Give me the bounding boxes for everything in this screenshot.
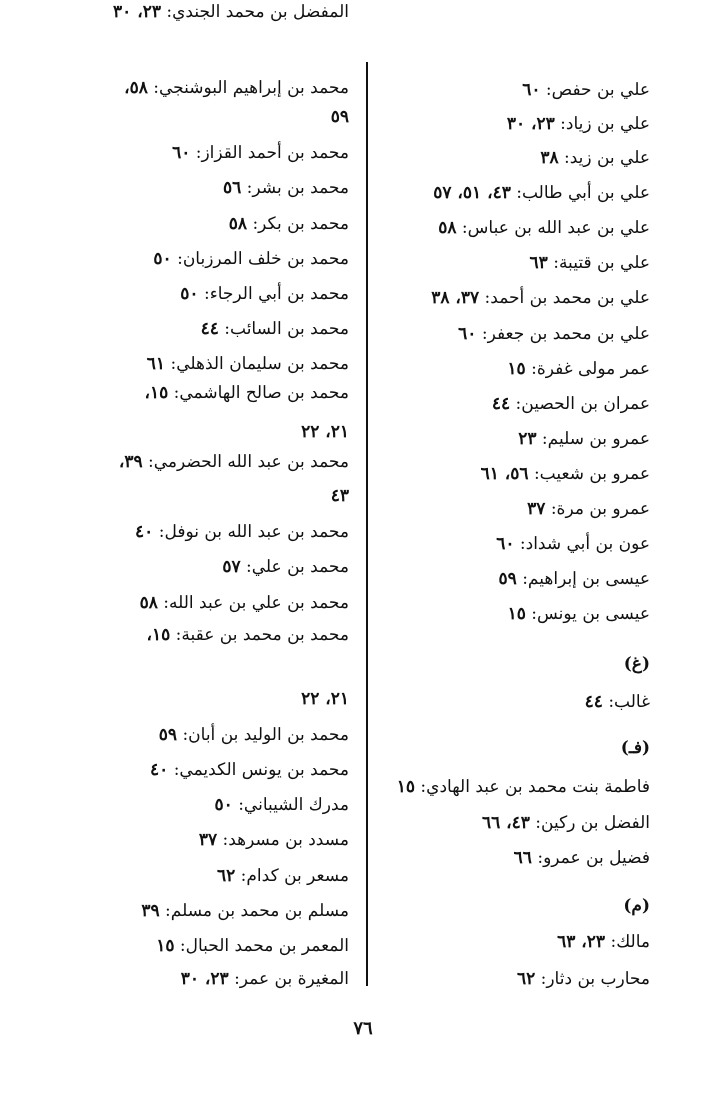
- entry-pages: ٥٨،: [124, 78, 148, 98]
- index-entry: [368, 567, 650, 591]
- entry-name: علي بن محمد بن جعفر:: [481, 324, 650, 344]
- entry-name: محمد بن إبراهيم البوشنجي:: [153, 78, 349, 98]
- entry-pages-continued: ٢١، ٢٢: [301, 422, 349, 442]
- entry-pages: ٥٩: [158, 725, 178, 745]
- entry-pages: ٢٣، ٣٠: [506, 114, 555, 134]
- entry-name: عمران بن الحصين:: [515, 394, 650, 414]
- index-entry: [53, 317, 349, 341]
- entry-name: علي بن زياد:: [560, 114, 650, 134]
- entry-name: محمد بن بكر:: [252, 214, 349, 234]
- page-number: ٧٦: [353, 1018, 373, 1039]
- index-entry: [53, 247, 349, 271]
- index-entry: [368, 181, 650, 205]
- index-entry: [368, 930, 650, 954]
- entry-pages: ٦١: [146, 354, 166, 374]
- entry-pages: ٤٤: [200, 319, 219, 339]
- index-entry: [53, 591, 349, 615]
- entry-pages: ١٥،: [146, 625, 171, 645]
- entry-pages-continued: ٢١، ٢٢: [301, 689, 349, 709]
- index-entry: [368, 357, 650, 381]
- index-entry: [368, 392, 650, 416]
- entry-pages: ٥٨: [438, 218, 457, 238]
- entry-name: محمد بن أبي الرجاء:: [203, 284, 349, 304]
- entry-pages: ٥٩: [498, 569, 517, 589]
- index-entry: [368, 286, 650, 310]
- index-entry: [53, 758, 349, 782]
- entry-pages: ٣٩: [141, 901, 160, 921]
- entry-pages: ١٥: [156, 936, 175, 956]
- index-entry: [368, 78, 650, 102]
- entry-pages: ٤٤: [584, 692, 603, 712]
- section-heading: [368, 894, 650, 918]
- entry-name: فضيل بن عمرو:: [537, 848, 650, 868]
- entry-name: مسدد بن مسرهد:: [222, 830, 349, 850]
- index-entry: [53, 352, 349, 376]
- entry-pages: ٥٠: [214, 795, 233, 815]
- entry-pages: ٥٨: [139, 593, 158, 613]
- index-entry-continued: [53, 105, 349, 129]
- index-entry: [368, 846, 650, 870]
- entry-name: علي بن أبي طالب:: [516, 183, 650, 203]
- entry-pages: ٤٤: [491, 394, 511, 414]
- entry-name: مالك:: [610, 932, 650, 952]
- index-entry: [368, 146, 650, 170]
- entry-pages: ٣٧: [198, 830, 218, 850]
- section-heading: [368, 736, 650, 760]
- entry-name: علي بن حفص:: [545, 80, 650, 100]
- entry-name: محمد بن عبد الله الحضرمي:: [148, 452, 349, 472]
- index-entry: [368, 322, 650, 346]
- index-entry: [368, 532, 650, 556]
- entry-pages-continued: ٤٣: [330, 486, 349, 506]
- index-entry: [53, 828, 349, 852]
- entry-pages: ١٥: [507, 604, 526, 624]
- index-entry: [53, 623, 349, 647]
- entry-pages: ٦٢: [516, 969, 536, 989]
- index-entry: [53, 282, 349, 306]
- index-entry: [53, 555, 349, 579]
- column-divider: [366, 62, 368, 986]
- section-letter: (فـ): [620, 738, 650, 758]
- section-heading: [368, 652, 650, 676]
- entry-name: محمد بن محمد بن عقبة:: [175, 625, 349, 645]
- entry-pages: ٦٠: [522, 80, 541, 100]
- index-entry: [53, 0, 349, 24]
- entry-name: فاطمة بنت محمد بن عبد الهادي:: [420, 777, 650, 797]
- entry-name: علي بن قتيبة:: [553, 253, 650, 273]
- entry-name: محمد بن الوليد بن أبان:: [182, 725, 349, 745]
- index-entry: [53, 450, 349, 474]
- entry-pages: ٣٧، ٣٨: [431, 288, 480, 308]
- entry-name: عمرو بن سليم:: [541, 429, 650, 449]
- entry-name: عمرو بن شعيب:: [533, 464, 650, 484]
- entry-name: غالب:: [608, 692, 650, 712]
- entry-pages: ٥٦: [223, 178, 242, 198]
- entry-pages: ٣٩،: [118, 452, 143, 472]
- index-entry: [368, 967, 650, 991]
- index-entry: [368, 497, 650, 521]
- index-entry: [368, 251, 650, 275]
- entry-name: محمد بن يونس الكديمي:: [173, 760, 349, 780]
- entry-pages: ٤٣، ٥١، ٥٧: [433, 183, 511, 203]
- entry-pages: ٣٨: [540, 148, 559, 168]
- entry-pages: ٢٣، ٣٠: [113, 2, 161, 22]
- index-entry: [368, 602, 650, 626]
- entry-name: محمد بن عبد الله بن نوفل:: [158, 522, 349, 542]
- entry-pages: ٣٧: [527, 499, 546, 519]
- entry-pages: ٥٨: [228, 214, 248, 234]
- entry-name: محمد بن أحمد القزاز:: [195, 143, 349, 163]
- index-entry: [53, 793, 349, 817]
- entry-name: علي بن محمد بن أحمد:: [484, 288, 650, 308]
- entry-name: عمرو بن مرة:: [550, 499, 650, 519]
- entry-pages: ٤٣، ٦٦: [481, 813, 530, 833]
- entry-name: محمد بن صالح الهاشمي:: [173, 383, 349, 403]
- index-entry-continued: [53, 420, 349, 444]
- entry-name: عون بن أبي شداد:: [519, 534, 650, 554]
- section-letter: (غ): [623, 654, 650, 674]
- index-entry: [53, 967, 349, 991]
- entry-name: محمد بن خلف المرزبان:: [177, 249, 349, 269]
- entry-name: علي بن زيد:: [563, 148, 650, 168]
- entry-pages: ٦٠: [172, 143, 191, 163]
- index-entry: [53, 76, 349, 100]
- entry-name: عمر مولى غفرة:: [531, 359, 650, 379]
- index-entry: [53, 520, 349, 544]
- index-entry: [368, 216, 650, 240]
- entry-pages: ٥٦، ٦١: [480, 464, 529, 484]
- entry-name: مسلم بن محمد بن مسلم:: [165, 901, 349, 921]
- entry-name: الفضل بن ركين:: [535, 813, 650, 833]
- entry-pages: ٥٠: [153, 249, 172, 269]
- entry-name: علي بن عبد الله بن عباس:: [461, 218, 650, 238]
- index-entry: [53, 141, 349, 165]
- index-entry: [53, 723, 349, 747]
- entry-name: محمد بن بشر:: [246, 178, 349, 198]
- entry-name: محمد بن سليمان الذهلي:: [170, 354, 349, 374]
- index-entry: [368, 462, 650, 486]
- entry-pages: ٥٧: [222, 557, 241, 577]
- entry-pages: ٦٣: [529, 253, 548, 273]
- index-entry-continued: [53, 484, 349, 508]
- entry-pages: ١٥: [507, 359, 526, 379]
- index-entry: [53, 864, 349, 888]
- section-letter: (م): [623, 896, 650, 916]
- entry-name: عيسى بن يونس:: [531, 604, 650, 624]
- entry-name: مدرك الشيباني:: [238, 795, 349, 815]
- index-entry: [368, 427, 650, 451]
- entry-pages-continued: ٥٩: [330, 107, 349, 127]
- entry-pages: ٢٣، ٣٠: [180, 969, 229, 989]
- entry-pages: ٦٦: [513, 848, 532, 868]
- entry-name: محارب بن دثار:: [540, 969, 650, 989]
- entry-name: محمد بن السائب:: [224, 319, 349, 339]
- entry-pages: ١٥،: [144, 383, 169, 403]
- entry-pages: ٦٠: [496, 534, 515, 554]
- entry-name: محمد بن علي:: [246, 557, 349, 577]
- index-entry: [53, 381, 349, 405]
- index-entry-continued: [53, 687, 349, 711]
- entry-name: المغيرة بن عمر:: [234, 969, 349, 989]
- index-entry: [53, 934, 349, 958]
- index-entry: [368, 112, 650, 136]
- entry-pages: ٦٠: [458, 324, 477, 344]
- index-entry: [368, 690, 650, 714]
- index-entry: [53, 176, 349, 200]
- entry-name: المفضل بن محمد الجندي:: [166, 2, 349, 22]
- entry-name: محمد بن علي بن عبد الله:: [163, 593, 349, 613]
- entry-pages: ١٥: [396, 777, 416, 797]
- entry-name: عيسى بن إبراهيم:: [522, 569, 650, 589]
- index-entry: [368, 811, 650, 835]
- entry-pages: ٥٠: [180, 284, 199, 304]
- entry-pages: ٤٠: [150, 760, 169, 780]
- entry-name: المعمر بن محمد الحبال:: [179, 936, 349, 956]
- entry-pages: ٢٣: [518, 429, 537, 449]
- index-entry: [53, 899, 349, 923]
- entry-name: مسعر بن كدام:: [240, 866, 349, 886]
- entry-pages: ٤٠: [135, 522, 154, 542]
- entry-pages: ٦٢: [217, 866, 236, 886]
- index-entry: [368, 775, 650, 799]
- entry-pages: ٢٣، ٦٣: [557, 932, 606, 952]
- index-entry: [53, 212, 349, 236]
